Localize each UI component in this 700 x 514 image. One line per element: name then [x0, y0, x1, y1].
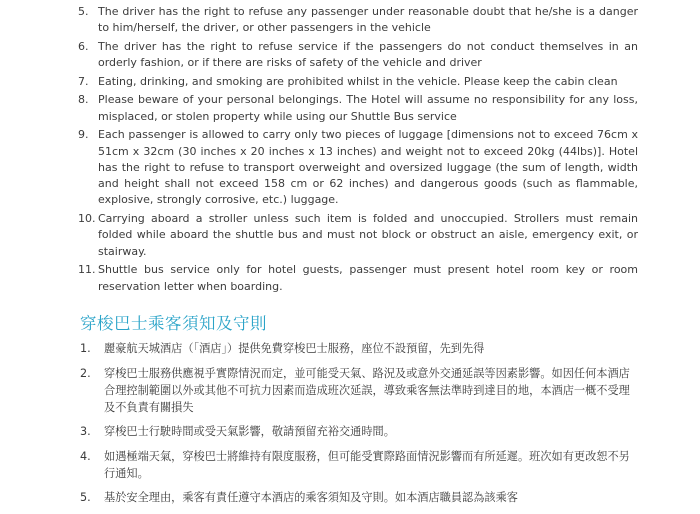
chinese-section-title: 穿梭巴士乘客須知及守則 — [80, 314, 267, 333]
chinese-rule-1: 1. 麗豪航天城酒店（「酒店」）提供免費穿梭巴士服務，座位不設預留，先到先得 — [80, 342, 485, 355]
english-rule-8: 8. Please beware of your personal belongings. The Hotel will assume no responsibility for any loss, misplaced, or stolen property while using our Shuttle Bus service — [78, 93, 638, 123]
english-rule-10: 10. Carrying aboard a stroller unless such item is folded and unoccupied. Strollers must remain folded while aboard the shuttle bus and must not block or obstruct an aisle, emergency exit, or stairway. — [78, 212, 638, 258]
english-rule-9: 9. Each passenger is allowed to carry only two pieces of luggage [dimensions not to exceed 76cm x 51cm x 32cm (30 inches x 20 inches x 13 inches) and weight not to exceed 20kg (44lbs)]. Hotel has the right to refuse to transport overweight and oversized luggage (the sum of length, width and height shall not exceed 158 cm or 62 inches) and dangerous goods (such as flammable, explosive, strongly corrosive, etc.) luggage. — [78, 128, 638, 207]
english-rules-list — [78, 4, 638, 296]
chinese-rules-list — [80, 340, 640, 514]
english-rule-7: 7. Eating, drinking, and smoking are prohibited whilst in the vehicle. Please keep the cabin clean — [78, 74, 618, 88]
chinese-rule-5: 5. 基於安全理由，乘客有責任遵守本酒店的乘客須知及守則。如本酒店職員認為該乘客 — [80, 491, 518, 504]
english-rule-6: 6. The driver has the right to refuse service if the passengers do not conduct themselves in an orderly fashion, or if there are risks of safety of the vehicle and driver — [78, 39, 638, 70]
english-rule-5: 5. The driver has the right to refuse any passenger under reasonable doubt that he/she is a danger to him/herself, the driver, or other passengers in the vehicle — [78, 5, 638, 35]
chinese-rule-4: 4. 如遇極端天氣，穿梭巴士將維持有限度服務，但可能受實際路面情況影響而有所延遲。班次如有更改恕不另行通知。 — [80, 449, 630, 480]
chinese-rule-2: 2. 穿梭巴士服務供應視乎實際情況而定，並可能受天氣、路況及或意外交通延誤等因素影響。如因任何本酒店合理控制範圍以外或其他不可抗力因素而造成班次延誤，導致乘客無法準時到達目的地，本酒店一概不受理及不負責有關損失 — [80, 366, 630, 414]
english-rule-11: 11. Shuttle bus service only for hotel guests, passenger must present hotel room key or room reservation letter when boarding. — [78, 263, 638, 293]
chinese-rule-3: 3. 穿梭巴士行駛時間或受天氣影響，敬請預留充裕交通時間。 — [80, 425, 395, 438]
